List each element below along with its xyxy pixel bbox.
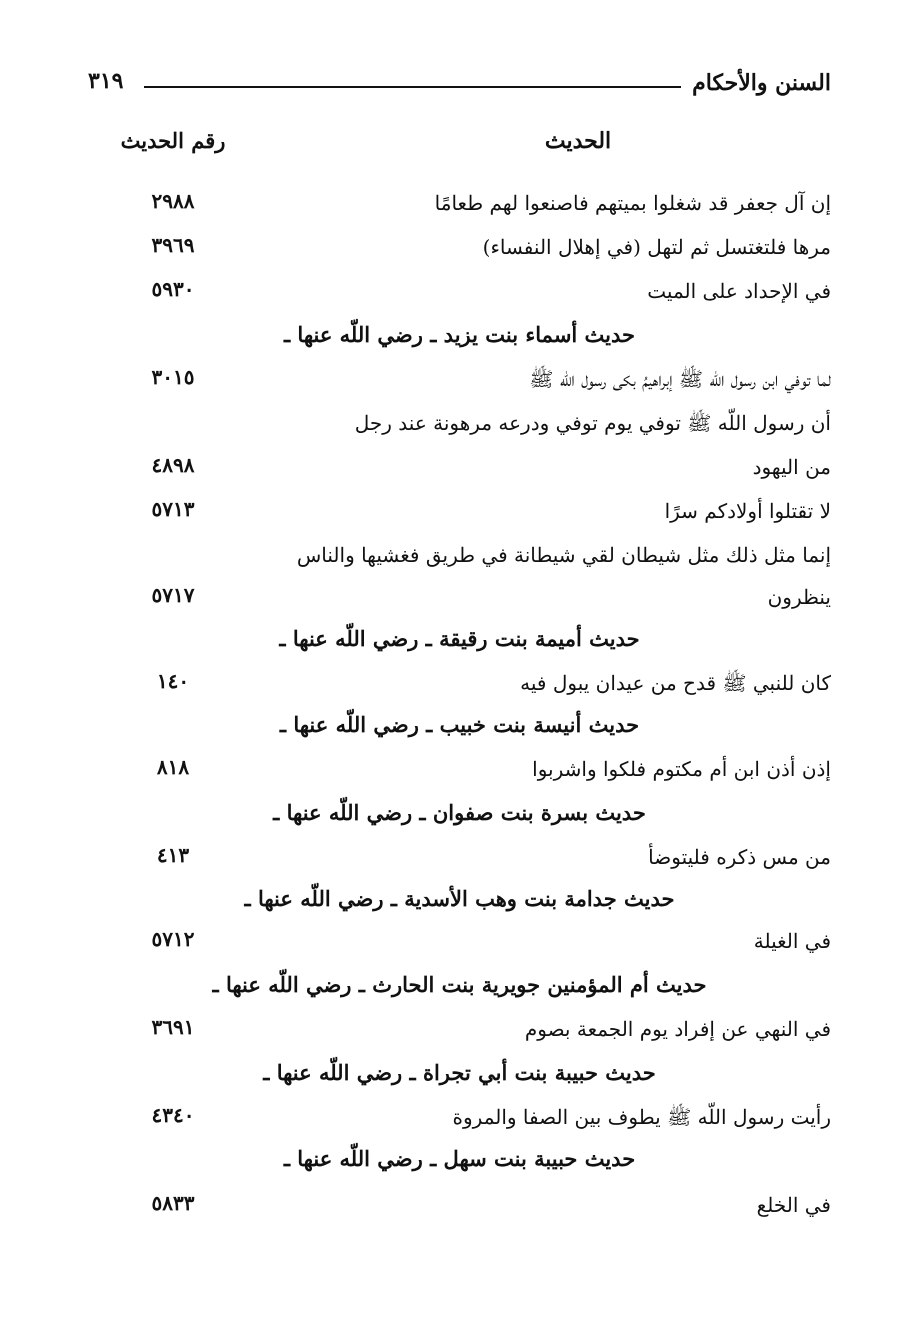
list-item [88,1100,831,1140]
hadith-text: لما توفي ابن رسول اللّه ﷺ إبراهيمُ بكى رسول اللّه ﷺ [529,367,831,391]
section-heading: حديث بسرة بنت صفوان ـ رضي اللّه عنها ـ [273,800,646,825]
hadith-number: ٥٧١٣ [151,497,195,521]
list-item [88,1188,831,1228]
column-headers [88,128,831,168]
list-item [88,752,831,792]
page-number: ٣١٩ [88,68,124,94]
hadith-text: أن رسول اللّه ﷺ توفي يوم توفي ودرعه مرهونة عند رجل [354,411,831,435]
list-item [88,666,831,706]
hadith-text: إذن أذن ابن أم مكتوم فلكوا واشربوا [532,757,831,781]
list-item [88,924,831,964]
book-title: السنن والأحكام [692,70,831,96]
list-item [88,186,831,226]
list-item [88,580,831,620]
column-header-hadith: الحديث [544,128,612,154]
hadith-text: إنما مثل ذلك مثل شيطان لقي شيطانة في طريق فغشيها والناس [296,543,831,567]
hadith-number: ٥٨٣٣ [151,1191,195,1215]
hadith-number: ٥٧١٧ [151,583,195,607]
list-item [88,840,831,880]
hadith-text: رأيت رسول اللّه ﷺ يطوف بين الصفا والمروة [452,1105,831,1129]
hadith-number: ٣٦٩١ [151,1015,195,1039]
hadith-text: في الغيلة [753,929,831,953]
hadith-text: في الخلع [756,1193,831,1217]
section-heading: حديث أم المؤمنين جويرية بنت الحارث ـ رضي اللّه عنها ـ [212,972,707,997]
list-item [88,230,831,270]
list-item [88,1012,831,1052]
hadith-number: ٣٠١٥ [151,365,195,389]
hadith-text: في النهي عن إفراد يوم الجمعة بصوم [524,1017,831,1041]
list-item [88,362,831,402]
hadith-text: لا تقتلوا أولادكم سرًا [664,499,831,523]
hadith-number: ٤١٣ [156,843,190,867]
hadith-number: ٥٧١٢ [151,927,195,951]
hadith-text: إن آل جعفر قد شغلوا بميتهم فاصنعوا لهم طعامًا [434,191,831,215]
list-item [88,274,831,314]
list-item [88,406,831,446]
hadith-text: ينظرون [767,585,831,609]
hadith-number: ١٤٠ [156,669,190,693]
list-item [88,494,831,534]
hadith-number: ٢٩٨٨ [151,189,195,213]
header-rule [144,86,681,88]
hadith-number: ٨١٨ [156,755,190,779]
hadith-text: من مس ذكره فليتوضأ [648,845,831,869]
section-heading: حديث حبيبة بنت سهل ـ رضي اللّه عنها ـ [283,1146,636,1171]
page-header [88,66,831,106]
column-header-number: رقم الحديث [120,128,226,153]
hadith-number: ٣٩٦٩ [151,233,195,257]
section-heading: حديث حبيبة بنت أبي تجراة ـ رضي اللّه عنها ـ [263,1060,656,1085]
hadith-text: من اليهود [752,455,831,479]
section-heading: حديث جدامة بنت وهب الأسدية ـ رضي اللّه عنها ـ [244,886,675,911]
hadith-text: كان للنبي ﷺ قدح من عيدان يبول فيه [520,671,831,695]
hadith-number: ٤٣٤٠ [151,1103,195,1127]
list-item [88,538,831,578]
section-heading: حديث أسماء بنت يزيد ـ رضي اللّه عنها ـ [283,322,636,347]
section-heading: حديث أميمة بنت رقيقة ـ رضي اللّه عنها ـ [279,626,640,651]
list-item [88,450,831,490]
hadith-number: ٤٨٩٨ [151,453,195,477]
section-heading: حديث أنيسة بنت خبيب ـ رضي اللّه عنها ـ [279,712,640,737]
hadith-text: مرها فلتغتسل ثم لتهل (في إهلال النفساء) [482,235,831,259]
hadith-number: ٥٩٣٠ [151,277,195,301]
hadith-text: في الإحداد على الميت [647,279,831,303]
